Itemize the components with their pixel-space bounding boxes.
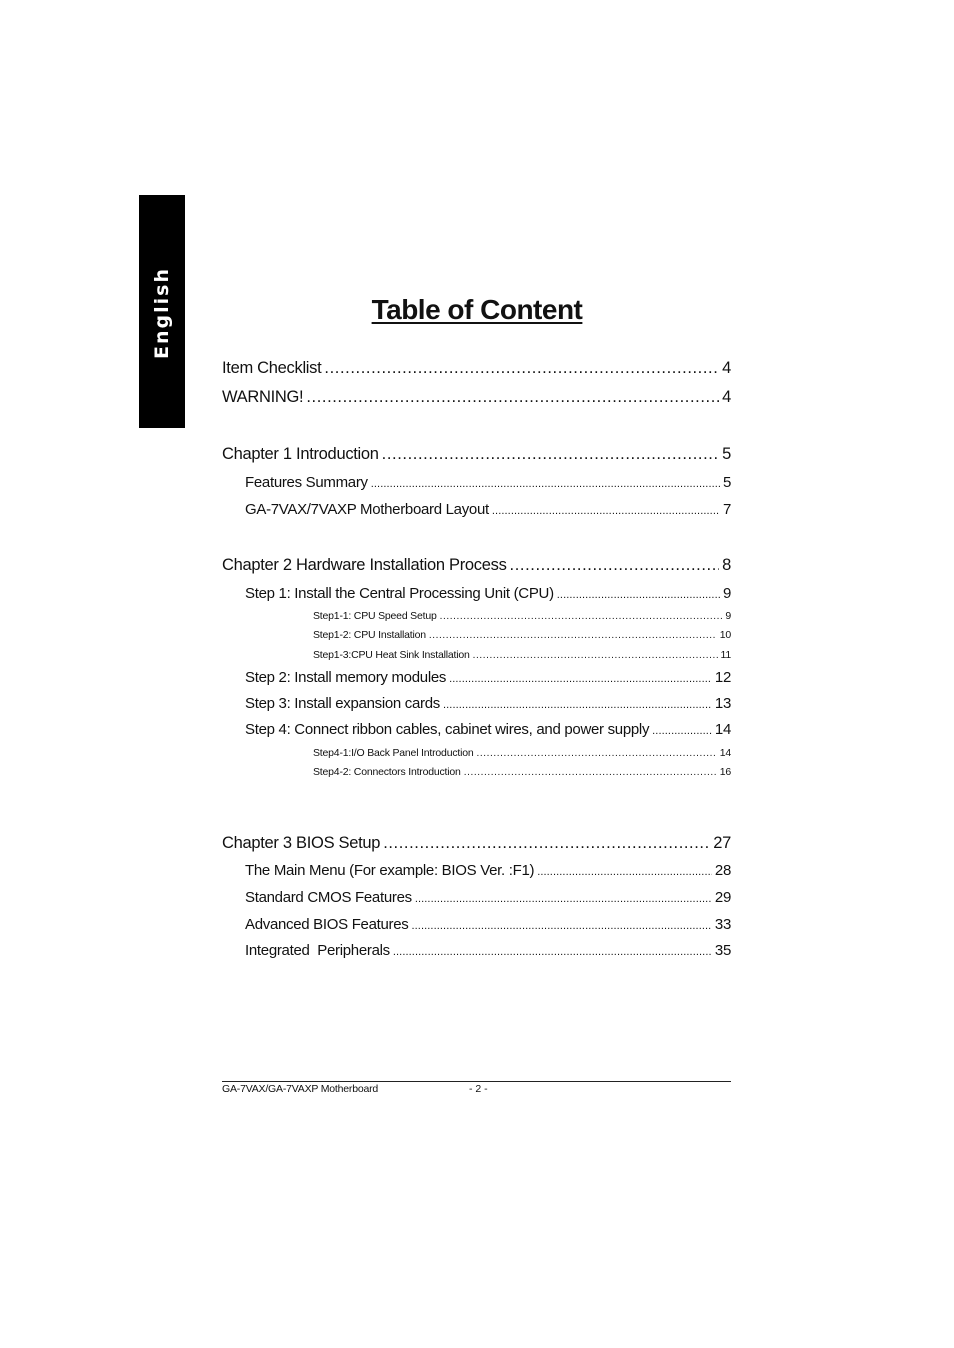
toc-entry-integrated-peripherals[interactable] xyxy=(245,942,731,959)
toc-entry-item-checklist[interactable] xyxy=(222,359,731,378)
toc-entry-label: Features Summary xyxy=(245,474,368,491)
toc-entry-step-4[interactable] xyxy=(245,721,731,738)
toc-entry-chapter-3[interactable] xyxy=(222,834,731,853)
dot-leader xyxy=(393,946,712,958)
dot-leader xyxy=(324,359,719,378)
toc-entry-label: Item Checklist xyxy=(222,359,322,377)
dot-leader xyxy=(510,556,720,575)
toc-entry-page: 29 xyxy=(714,889,731,906)
toc-entry-advanced-bios[interactable] xyxy=(245,916,731,933)
dot-leader xyxy=(449,673,712,685)
dot-leader xyxy=(440,611,723,622)
dot-leader xyxy=(382,445,719,464)
toc-entry-page: 9 xyxy=(725,610,731,622)
toc-entry-motherboard-layout[interactable] xyxy=(245,501,731,518)
toc-entry-label: Step1-3:CPU Heat Sink Installation xyxy=(313,649,470,661)
toc-entry-page: 33 xyxy=(714,916,731,933)
toc-entry-page: 14 xyxy=(719,747,731,759)
toc-entry-label: Standard CMOS Features xyxy=(245,889,412,906)
dot-leader xyxy=(429,630,717,641)
toc-entry-label: Step1-2: CPU Installation xyxy=(313,629,426,641)
dot-leader xyxy=(477,748,717,759)
toc-entry-chapter-2[interactable] xyxy=(222,556,731,575)
toc-entry-warning[interactable] xyxy=(222,388,731,407)
dot-leader xyxy=(492,505,720,517)
dot-leader xyxy=(652,725,712,737)
toc-entry-page: 35 xyxy=(714,942,731,959)
dot-leader xyxy=(412,920,712,932)
toc-entry-label: Chapter 2 Hardware Installation Process xyxy=(222,556,507,574)
page-title: Table of Content xyxy=(371,294,583,325)
toc-entry-page: 12 xyxy=(714,669,731,686)
dot-leader xyxy=(371,478,720,490)
toc-entry-label: Advanced BIOS Features xyxy=(245,916,409,933)
toc-entry-page: 7 xyxy=(722,501,731,518)
toc-entry-label: Chapter 3 BIOS Setup xyxy=(222,834,381,852)
toc-entry-step-4-2[interactable] xyxy=(313,766,731,778)
toc-entry-page: 10 xyxy=(719,629,731,641)
dot-leader xyxy=(306,388,719,407)
footer-divider xyxy=(222,1081,731,1082)
toc-entry-label: Step 3: Install expansion cards xyxy=(245,695,440,712)
footer-model: GA-7VAX/GA-7VAXP Motherboard xyxy=(222,1083,379,1095)
dot-leader xyxy=(415,893,712,905)
toc-entry-page: 4 xyxy=(722,388,731,406)
toc-entry-page: 5 xyxy=(722,445,731,463)
toc-entry-step-2[interactable] xyxy=(245,669,731,686)
toc-entry-step-1-2[interactable] xyxy=(313,629,731,641)
toc-entry-step-1[interactable] xyxy=(245,585,731,602)
toc-entry-page: 28 xyxy=(714,862,731,879)
toc-entry-standard-cmos[interactable] xyxy=(245,889,731,906)
dot-leader xyxy=(537,866,712,878)
toc-entry-label: Step4-2: Connectors Introduction xyxy=(313,766,461,778)
toc-entry-step-1-3[interactable] xyxy=(313,649,731,661)
toc-entry-features-summary[interactable] xyxy=(245,474,731,491)
dot-leader xyxy=(557,589,720,601)
dot-leader xyxy=(443,699,712,711)
toc-entry-label: Chapter 1 Introduction xyxy=(222,445,379,463)
toc-entry-page: 9 xyxy=(722,585,731,602)
footer-page-number: - 2 - xyxy=(469,1083,488,1095)
toc-entry-label: Step4-1:I/O Back Panel Introduction xyxy=(313,747,474,759)
language-tab-label: English xyxy=(151,267,173,359)
toc-entry-main-menu[interactable] xyxy=(245,862,731,879)
dot-leader xyxy=(464,767,717,778)
toc-entry-page: 14 xyxy=(714,721,731,738)
dot-leader xyxy=(383,834,710,853)
toc-entry-label: Integrated Peripherals xyxy=(245,942,390,959)
toc-entry-page: 27 xyxy=(713,834,731,852)
toc-entry-chapter-1[interactable] xyxy=(222,445,731,464)
toc-entry-page: 13 xyxy=(714,695,731,712)
toc-entry-label: Step1-1: CPU Speed Setup xyxy=(313,610,437,622)
toc-entry-label: Step 1: Install the Central Processing Unit (CPU) xyxy=(245,585,554,602)
toc-entry-step-1-1[interactable] xyxy=(313,610,731,622)
toc-entry-page: 5 xyxy=(722,474,731,491)
toc-entry-step-3[interactable] xyxy=(245,695,731,712)
toc-entry-label: Step 2: Install memory modules xyxy=(245,669,447,686)
toc-entry-label: WARNING! xyxy=(222,388,304,406)
toc-entry-page: 11 xyxy=(720,649,731,661)
dot-leader xyxy=(473,650,718,661)
toc-entry-step-4-1[interactable] xyxy=(313,747,731,759)
toc-entry-page: 16 xyxy=(719,766,731,778)
toc-entry-page: 4 xyxy=(722,359,731,377)
toc-entry-label: Step 4: Connect ribbon cables, cabinet wires, and power supply xyxy=(245,721,650,738)
toc-entry-page: 8 xyxy=(722,556,731,574)
toc-entry-label: The Main Menu (For example: BIOS Ver. :F1) xyxy=(245,862,535,879)
toc-entry-label: GA-7VAX/7VAXP Motherboard Layout xyxy=(245,501,489,518)
